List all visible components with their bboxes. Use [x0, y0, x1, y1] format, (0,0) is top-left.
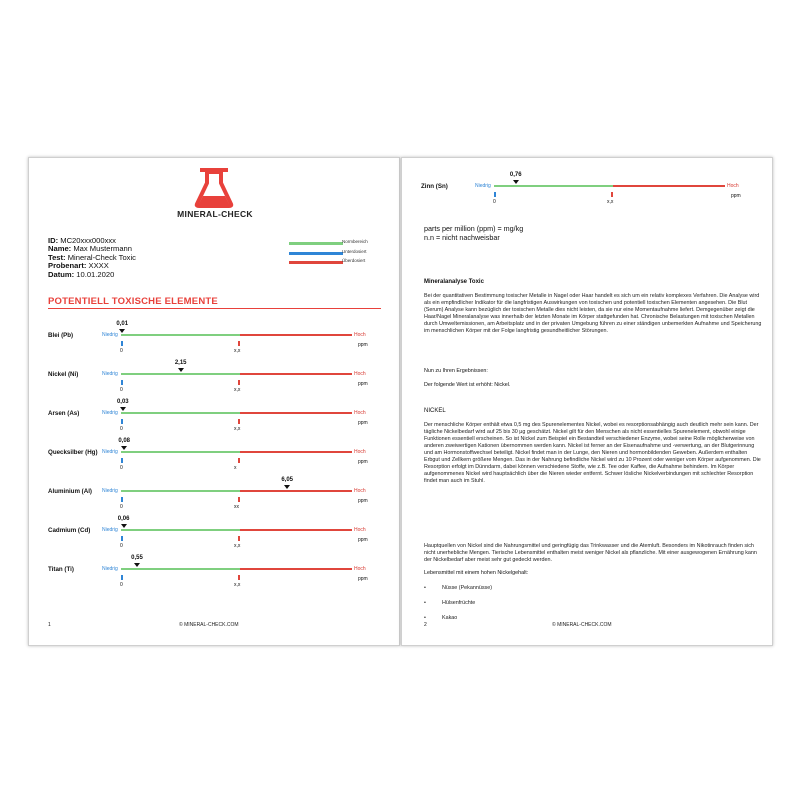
low-label: Niedrig — [102, 566, 118, 572]
high-range-bar — [240, 451, 352, 453]
normal-range-bar — [121, 334, 240, 336]
measured-value: 2,15 — [174, 360, 187, 366]
footer: © MINERAL-CHECK.COM — [552, 622, 612, 628]
legend-item-normal — [289, 239, 399, 249]
normal-range-bar — [121, 568, 240, 570]
measured-value: 0,03 — [116, 399, 129, 405]
results-intro: Nun zu Ihren Ergebnissen: — [424, 368, 488, 374]
unit-label: ppm — [358, 498, 368, 504]
low-tick — [494, 192, 496, 197]
legend-swatch — [289, 261, 343, 264]
measured-value: 0,06 — [117, 516, 130, 522]
reference-tick — [238, 575, 240, 580]
bullet-icon: • — [424, 615, 426, 621]
element-scale-row — [29, 477, 401, 524]
high-label: Hoch — [354, 371, 366, 377]
probe-label: Probenart: — [48, 261, 87, 271]
element-name: Aluminium (Al) — [48, 488, 92, 495]
nickel-title: NICKEL — [424, 408, 446, 414]
id-value: MC20xxx000xxx — [60, 236, 116, 245]
zero-label: 0 — [120, 543, 123, 549]
zero-label: 0 — [493, 199, 496, 205]
normal-range-bar — [494, 185, 613, 187]
patient-info — [48, 237, 136, 279]
food-label: Hülsenfrüchte — [442, 600, 476, 606]
value-marker-icon — [121, 524, 127, 528]
date-label: Datum: — [48, 269, 75, 279]
normal-range-bar — [121, 490, 240, 492]
list-item — [424, 585, 492, 591]
results-value: Der folgende Wert ist erhöht: Nickel. — [424, 382, 511, 388]
high-label: Hoch — [354, 332, 366, 338]
value-marker-icon — [513, 180, 519, 184]
high-label: Hoch — [727, 183, 739, 189]
report-page-2 — [401, 157, 773, 646]
measured-value: 0,76 — [509, 172, 522, 178]
low-label: Niedrig — [102, 488, 118, 494]
units-note — [424, 225, 523, 242]
unit-label: ppm — [358, 420, 368, 426]
zero-label: 0 — [120, 387, 123, 393]
legend-label: Überdosiert — [342, 258, 366, 263]
bullet-icon: • — [424, 600, 426, 606]
element-scale-row — [29, 516, 401, 563]
low-tick — [121, 575, 123, 580]
low-tick — [121, 458, 123, 463]
high-range-bar — [240, 373, 352, 375]
reference-label: x,x — [234, 426, 241, 432]
unit-label: ppm — [358, 576, 368, 582]
legend-swatch — [289, 252, 343, 255]
element-scale-row — [402, 172, 774, 219]
reference-tick — [611, 192, 613, 197]
low-label: Niedrig — [102, 527, 118, 533]
high-label: Hoch — [354, 410, 366, 416]
element-name: Blei (Pb) — [48, 332, 74, 339]
element-name: Quecksilber (Hg) — [48, 449, 98, 456]
element-name: Nickel (Ni) — [48, 371, 79, 378]
nickel-sources-text: Hauptquellen von Nickel sind die Nahrungsmittel und geringfügig das Trinkwasser und die Atemluft. Besonders im Nikotinrauch finden sich nicht unerhebliche Mengen. Tierische Lebensmittel enthalten meist weniger Nickel als pflanzliche. Mit einer ausgewogenen Ernährung kann der Nickelbedarf aber meist sehr gut gedeckt werden. — [424, 543, 757, 563]
value-marker-icon — [121, 446, 127, 450]
flask-logo-icon — [194, 166, 234, 208]
element-scale-row — [29, 321, 401, 368]
unit-label: ppm — [358, 459, 368, 465]
measured-value: 0,08 — [118, 438, 131, 444]
low-label: Niedrig — [102, 449, 118, 455]
high-range-bar — [240, 490, 352, 492]
normal-range-bar — [121, 373, 240, 375]
element-scale-row — [29, 555, 401, 602]
list-item — [424, 615, 457, 621]
high-label: Hoch — [354, 527, 366, 533]
units-line: n.n = nicht nachweisbar — [424, 232, 500, 242]
low-tick — [121, 419, 123, 424]
legend-label: Normbereich — [342, 239, 368, 244]
footer: © MINERAL-CHECK.COM — [179, 622, 239, 628]
food-label: Nüsse (Pekannüsse) — [442, 585, 493, 591]
high-range-bar — [240, 529, 352, 531]
name-label: Name: — [48, 244, 72, 254]
value-marker-icon — [119, 329, 125, 333]
date-value: 10.01.2020 — [76, 269, 115, 279]
name-value: Max Mustermann — [73, 244, 133, 254]
measured-value: 0,55 — [131, 555, 143, 561]
nickel-text: Der menschliche Körper enthält etwa 0,5 mg des Spurenelementes Nickel, wobei es resorptionsabhängig auch deutlich mehr sein kann. Der tägliche Nickelbedarf wird auf 25 bis 30 µg geschätzt. Nickel gilt für den Menschen als nicht essentielles Spurenelement, obwohl einige Funktionen essentiell erscheinen. So ist Nickel zum Beispiel ein Bestandteil verschiedener Enzyme, wobei seine Rolle möglicherweise von anderen zweiwertigen Kationen übernommen werden kann. Nickel ist ferner an der Eisenaufnahme und -verwertung, an der Blutgerinnung und am Hormonstoffwechsel beteiligt. Nickel findet man in der Lunge, den Nieren und hormonbildenden Geweben. Außerdem enthalten Erbgut und Zellkern größere Mengen. Das in der Nahrung befindliche Nickel wird zu 10 Prozent oder weniger vom Körper aufgenommen. Die Resorption erfolgt im Dünndarm, dabei können verschiedene Stoffe, wie z.B. Tee oder Kaffee, die Aufnahme behindern. Im Körper aufgenommenes Nickel wird hauptsächlich über die Nieren wieder entfernt. Schwer lösliche Nickelverbindungen mit schlechter Resorption findet man auch im Stuhl. — [424, 422, 761, 484]
report-page-1 — [28, 157, 400, 646]
legend-label: Unterdosiert — [342, 248, 367, 254]
element-name: Cadmium (Cd) — [48, 527, 91, 534]
normal-range-bar — [121, 451, 240, 453]
high-range-bar — [240, 412, 352, 414]
page-number: 1 — [48, 622, 51, 628]
low-tick — [121, 380, 123, 385]
reference-tick — [238, 536, 240, 541]
value-marker-icon — [178, 368, 184, 372]
brand-name: MINERAL-CHECK — [177, 209, 253, 219]
value-marker-icon — [284, 485, 290, 489]
high-range-bar — [240, 334, 352, 336]
reference-tick — [238, 341, 240, 346]
high-label: Hoch — [354, 488, 366, 494]
id-label: ID: — [48, 236, 59, 245]
analysis-text: Bei der quantitativen Bestimmung toxischer Metalle in Nagel oder Haar handelt es sich um ein relativ komplexes Verfahren. Die Analyse wird als ein empfindlicher Indikator für die langfristigen Auswirkungen von toxischen und potentiell toxischen Elementen angesehen. Die Blut (Serum) Analyse kann bezüglich der toxischen Metalle dies nicht leisten, da sie nur eine Momentaufnahme liefert. Demgegenüber zeigt die Haar/Nagel Mineralanalyse was innerhalb der letzten Monate im Körper stattgefunden hat. Chronische Belastungen mit toxischen Metallen durch Umweltemissionen, am Arbeitsplatz und in der privaten Umgebung führen zu einer ständigen unbemerkten Aufnahme und Speicherung im menschlichen Körper mit der Folge langfristig gesundheitlicher Störungen. — [424, 293, 762, 334]
list-item — [424, 600, 475, 606]
low-tick — [121, 536, 123, 541]
reference-label: x,x — [234, 348, 241, 354]
units-line: parts per million (ppm) = mg/kg — [424, 224, 524, 233]
element-scale-row — [29, 438, 401, 485]
low-tick — [121, 341, 123, 346]
element-name: Arsen (As) — [48, 410, 80, 417]
low-label: Niedrig — [102, 410, 118, 416]
food-label: Kakao — [442, 615, 458, 621]
analysis-title: Mineralanalyse Toxic — [424, 279, 484, 285]
unit-label: ppm — [731, 193, 741, 199]
zero-label: 0 — [120, 426, 123, 432]
low-label: Niedrig — [475, 183, 491, 189]
normal-range-bar — [121, 529, 240, 531]
zero-label: 0 — [120, 582, 123, 588]
measured-value: 6,05 — [281, 477, 293, 483]
section-title: POTENTIELL TOXISCHE ELEMENTE — [48, 296, 218, 307]
legend-item-high — [289, 258, 399, 268]
high-range-bar — [613, 185, 725, 187]
reference-label: x,x — [234, 582, 241, 588]
reference-label: xx — [234, 504, 239, 510]
element-scale-row — [29, 399, 401, 446]
section-divider — [48, 308, 381, 309]
page-number: 2 — [424, 622, 427, 628]
low-tick — [121, 497, 123, 502]
element-name: Zinn (Sn) — [421, 183, 448, 190]
high-range-bar — [240, 568, 352, 570]
reference-label: x,x — [607, 199, 614, 205]
reference-tick — [238, 419, 240, 424]
unit-label: ppm — [358, 342, 368, 348]
element-name: Titan (Ti) — [48, 566, 74, 573]
high-label: Hoch — [354, 449, 366, 455]
zero-label: 0 — [120, 348, 123, 354]
reference-tick — [238, 380, 240, 385]
low-label: Niedrig — [102, 371, 118, 377]
reference-label: x — [234, 465, 237, 471]
unit-label: ppm — [358, 381, 368, 387]
test-label: Test: — [48, 252, 66, 262]
normal-range-bar — [121, 412, 240, 414]
measured-value: 0,01 — [116, 321, 129, 327]
low-label: Niedrig — [102, 332, 118, 338]
foods-intro: Lebensmittel mit einem hohen Nickelgehalt: — [424, 570, 529, 576]
reference-tick — [238, 458, 240, 463]
test-value: Mineral-Check Toxic — [67, 252, 136, 262]
probe-value: XXXX — [88, 261, 109, 271]
zero-label: 0 — [120, 504, 123, 510]
reference-label: x,x — [234, 387, 241, 393]
value-marker-icon — [120, 407, 126, 411]
legend — [289, 239, 399, 268]
legend-swatch — [289, 242, 343, 245]
value-marker-icon — [134, 563, 140, 567]
unit-label: ppm — [358, 537, 368, 543]
element-scale-row — [29, 360, 401, 407]
bullet-icon: • — [424, 585, 426, 591]
zero-label: 0 — [120, 465, 123, 471]
legend-item-low — [289, 249, 399, 259]
reference-label: x,x — [234, 543, 241, 549]
reference-tick — [238, 497, 240, 502]
high-label: Hoch — [354, 566, 366, 572]
